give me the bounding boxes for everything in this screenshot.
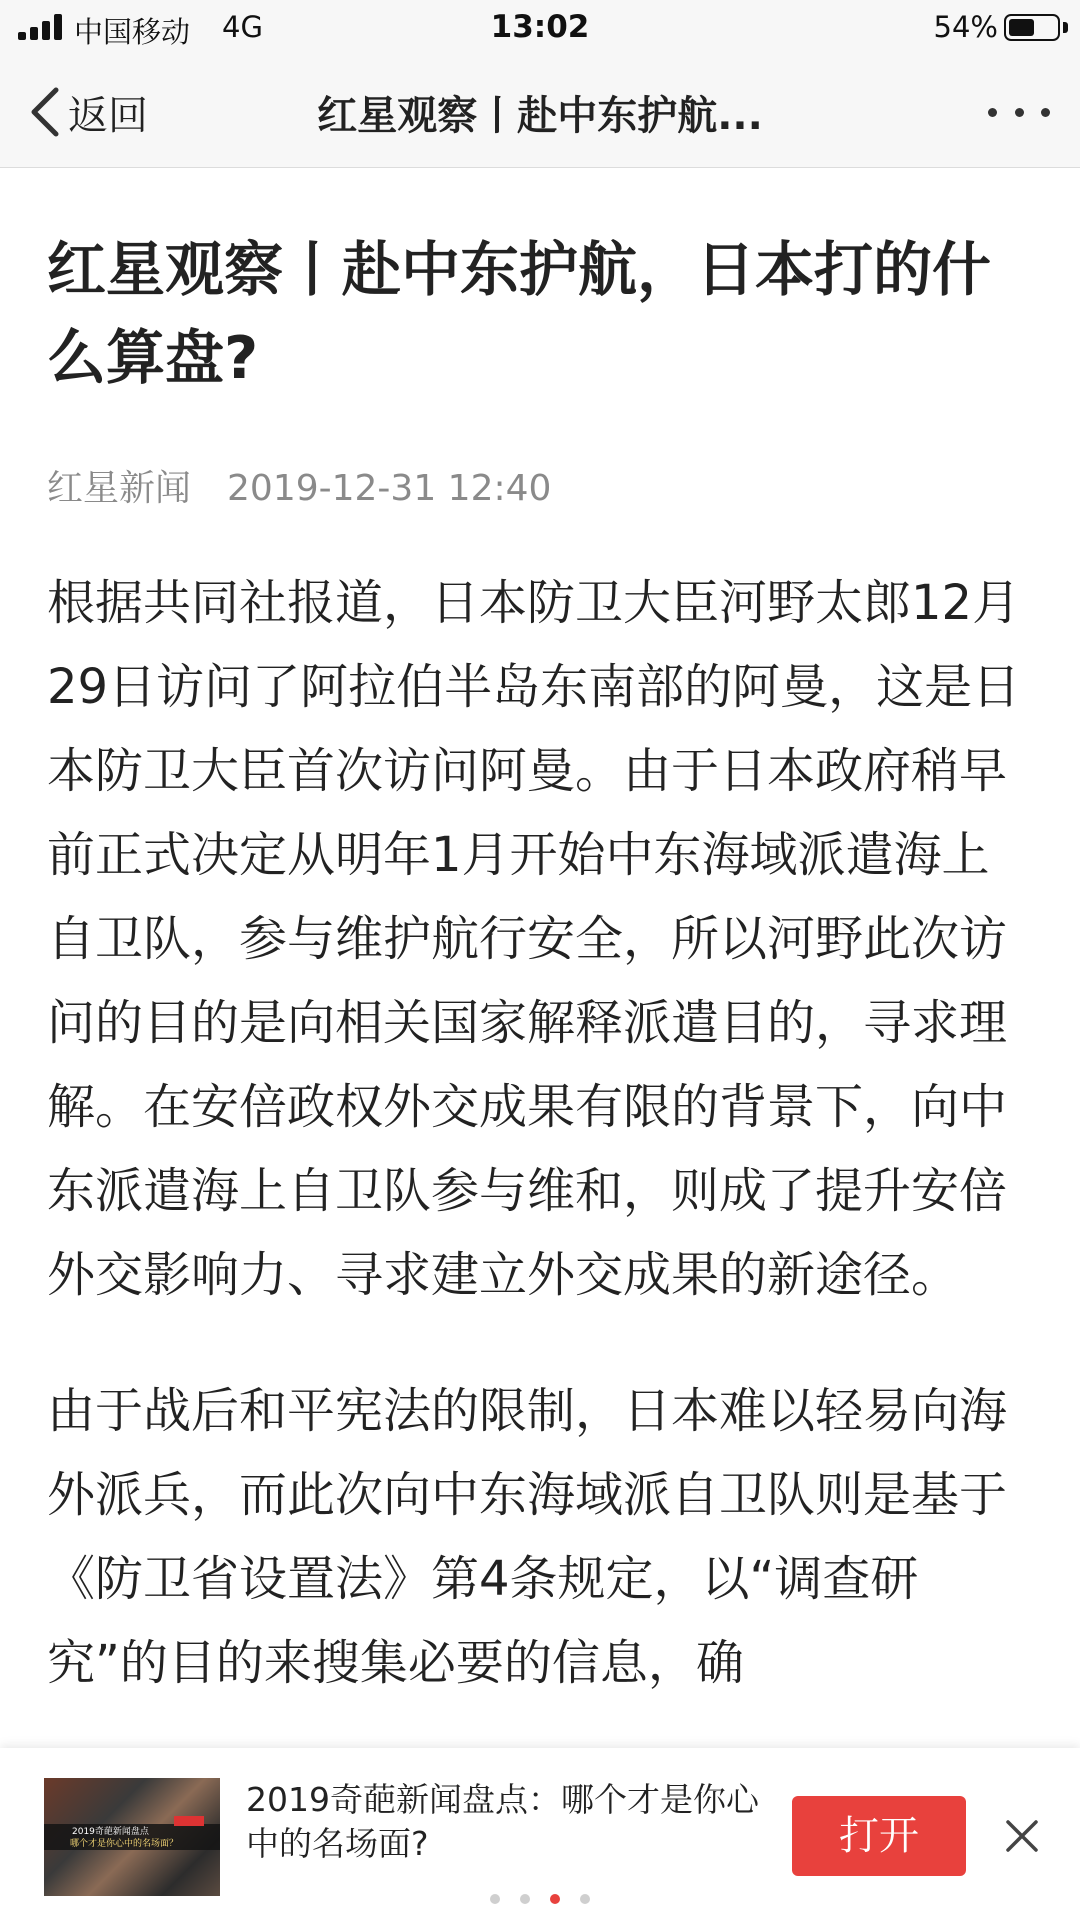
status-bar: [0, 0, 1080, 56]
article-date: 2019-12-31 12:40: [227, 468, 552, 509]
banner-thumbnail[interactable]: [44, 1778, 220, 1896]
battery-percent: 54%: [933, 10, 998, 44]
back-button[interactable]: [26, 80, 148, 144]
battery-fill: [1009, 19, 1034, 36]
open-app-button[interactable]: 打开: [792, 1796, 966, 1876]
battery-icon: [1004, 14, 1060, 41]
article-paragraph: 根据共同社报道，日本防卫大臣河野太郎12月29日访问了阿拉伯半岛东南部的阿曼，这是日本防卫大臣首次访问阿曼。由于日本政府稍早前正式决定从明年1月开始中东海域派遣海上自卫队，参与维护航行安全，所以河野此次访问的目的是向相关国家解释派遣目的，寻求理解。在安倍政权外交成果有限的背景下，向中东派遣海上自卫队参与维和，则成了提升安倍外交影响力、寻求建立外交成果的新途径。: [47, 575, 1021, 1303]
article-paragraph: 由于战后和平宪法的限制，日本难以轻易向海外派兵，而此次向中东海域派自卫队则是基于《防卫省设置法》第4条规定，以“调查研究”的目的来搜集必要的信息，确: [47, 1383, 1008, 1691]
close-icon[interactable]: [1004, 1818, 1040, 1854]
battery-tip: [1063, 22, 1068, 33]
nav-bar: [0, 56, 1080, 168]
banner-pager: [0, 1894, 1080, 1904]
banner-headline[interactable]: 2019奇葩新闻盘点：哪个才是你心中的名场面?: [246, 1780, 759, 1863]
thumbnail-tag: [174, 1816, 204, 1826]
back-label: 返回: [68, 92, 148, 139]
status-time: 13:02: [490, 9, 590, 45]
pager-dot: [490, 1894, 500, 1904]
article: [47, 168, 1037, 1705]
chevron-left-icon: [26, 86, 64, 138]
carrier-name: 中国移动: [74, 15, 191, 49]
network-type: 4G: [222, 10, 263, 44]
article-meta: [47, 460, 1037, 511]
pager-dot: [520, 1894, 530, 1904]
article-source[interactable]: 红星新闻: [47, 468, 192, 509]
more-dots-icon[interactable]: [988, 100, 1050, 124]
article-headline: 红星观察丨赴中东护航，日本打的什么算盘?: [47, 235, 992, 392]
pager-dot: [550, 1894, 560, 1904]
thumbnail-caption-1: 2019奇葩新闻盘点: [72, 1827, 149, 1837]
pager-dot: [580, 1894, 590, 1904]
nav-title: 红星观察丨赴中东护航...: [317, 93, 763, 139]
promo-banner[interactable]: [0, 1748, 1080, 1920]
thumbnail-caption-2: 哪个才是你心中的名场面？: [70, 1839, 179, 1849]
